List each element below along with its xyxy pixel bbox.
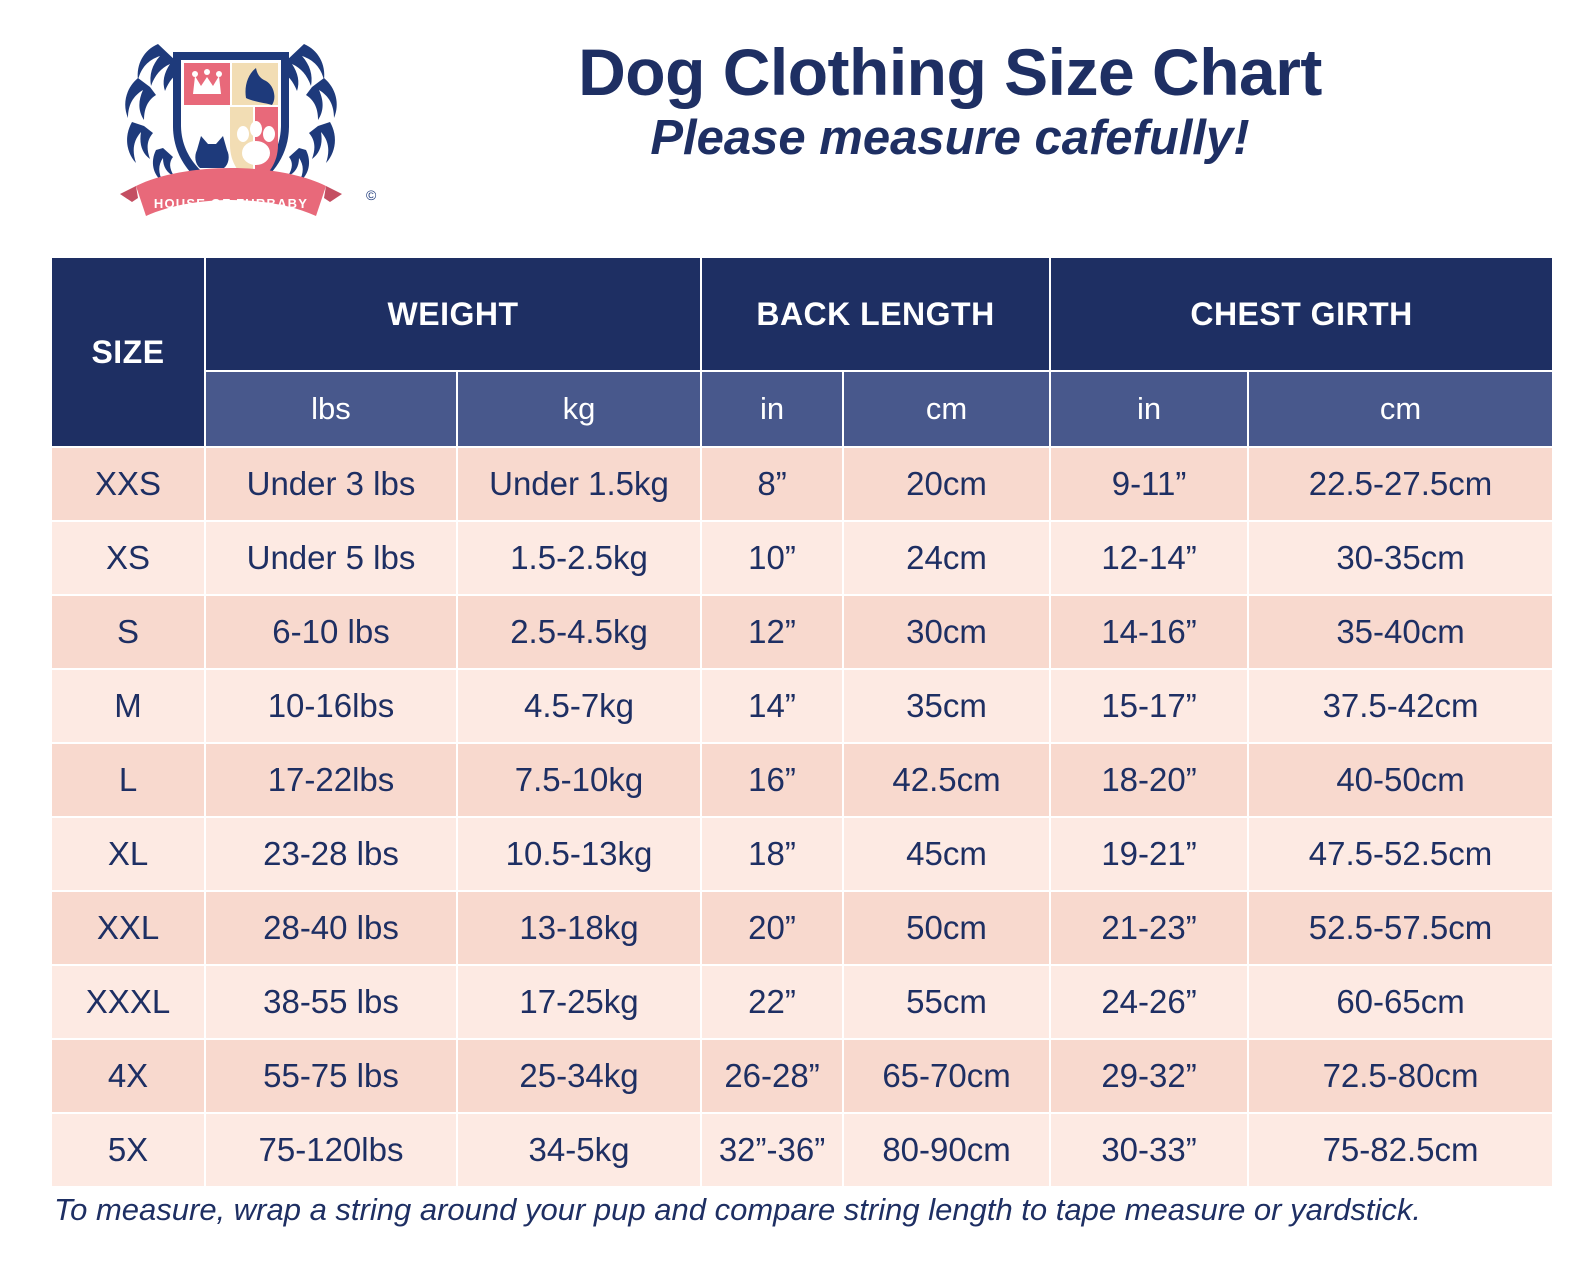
house-of-furbaby-crest-logo <box>66 18 396 228</box>
size-chart-table <box>50 256 1554 1188</box>
cell-backlength-cm: 30cm <box>844 596 1049 668</box>
page-title: Dog Clothing Size Chart <box>578 35 1322 109</box>
cell-backlength-in: 18” <box>702 818 842 890</box>
cell-backlength-in: 8” <box>702 448 842 520</box>
cell-weight-kg: 25-34kg <box>458 1040 700 1112</box>
cell-weight-lbs: 6-10 lbs <box>206 596 456 668</box>
table-row <box>52 670 1552 742</box>
table-row <box>52 448 1552 520</box>
cell-chestgirth-cm: 35-40cm <box>1249 596 1552 668</box>
cell-weight-kg: 2.5-4.5kg <box>458 596 700 668</box>
cell-weight-lbs: 23-28 lbs <box>206 818 456 890</box>
column-subheader-chestgirth-in: in <box>1051 372 1247 446</box>
cell-backlength-in: 20” <box>702 892 842 964</box>
column-header-size: SIZE <box>52 258 204 446</box>
cell-backlength-cm: 20cm <box>844 448 1049 520</box>
column-subheader-backlength-cm: cm <box>844 372 1049 446</box>
page-subtitle: Please measure cafefully! <box>650 111 1250 166</box>
table-row <box>52 818 1552 890</box>
cell-weight-lbs: Under 5 lbs <box>206 522 456 594</box>
table-row <box>52 1114 1552 1186</box>
cell-weight-lbs: 28-40 lbs <box>206 892 456 964</box>
column-header-back-length: BACK LENGTH <box>702 258 1049 370</box>
cell-backlength-in: 26-28” <box>702 1040 842 1112</box>
table-row <box>52 522 1552 594</box>
cell-chestgirth-cm: 60-65cm <box>1249 966 1552 1038</box>
cell-weight-kg: 10.5-13kg <box>458 818 700 890</box>
cell-weight-lbs: 75-120lbs <box>206 1114 456 1186</box>
svg-text:HOUSE OF FURBABY: HOUSE OF FURBABY <box>153 196 309 211</box>
cell-size: L <box>52 744 204 816</box>
cell-backlength-in: 32”-36” <box>702 1114 842 1186</box>
column-header-weight: WEIGHT <box>206 258 700 370</box>
table-row <box>52 744 1552 816</box>
cell-chestgirth-cm: 75-82.5cm <box>1249 1114 1552 1186</box>
table-row <box>52 1040 1552 1112</box>
cell-size: XXS <box>52 448 204 520</box>
cell-size: S <box>52 596 204 668</box>
cell-chestgirth-cm: 22.5-27.5cm <box>1249 448 1552 520</box>
cell-chestgirth-in: 21-23” <box>1051 892 1247 964</box>
cell-size: 5X <box>52 1114 204 1186</box>
cell-chestgirth-cm: 72.5-80cm <box>1249 1040 1552 1112</box>
cell-weight-kg: Under 1.5kg <box>458 448 700 520</box>
cell-weight-kg: 13-18kg <box>458 892 700 964</box>
cell-size: XL <box>52 818 204 890</box>
cell-chestgirth-in: 29-32” <box>1051 1040 1247 1112</box>
table-header-row-units <box>52 372 1552 446</box>
cell-backlength-cm: 80-90cm <box>844 1114 1049 1186</box>
table-body <box>52 448 1552 1186</box>
cell-backlength-in: 12” <box>702 596 842 668</box>
cell-chestgirth-cm: 30-35cm <box>1249 522 1552 594</box>
cell-chestgirth-cm: 52.5-57.5cm <box>1249 892 1552 964</box>
table-row <box>52 596 1552 668</box>
cell-chestgirth-in: 30-33” <box>1051 1114 1247 1186</box>
cell-backlength-in: 22” <box>702 966 842 1038</box>
cell-size: M <box>52 670 204 742</box>
column-subheader-chestgirth-cm: cm <box>1249 372 1552 446</box>
cell-weight-kg: 7.5-10kg <box>458 744 700 816</box>
cell-backlength-cm: 65-70cm <box>844 1040 1049 1112</box>
cell-weight-kg: 4.5-7kg <box>458 670 700 742</box>
table-row <box>52 892 1552 964</box>
cell-backlength-cm: 42.5cm <box>844 744 1049 816</box>
cell-chestgirth-in: 18-20” <box>1051 744 1247 816</box>
cell-chestgirth-in: 9-11” <box>1051 448 1247 520</box>
cell-backlength-in: 10” <box>702 522 842 594</box>
cell-size: XS <box>52 522 204 594</box>
cell-weight-kg: 34-5kg <box>458 1114 700 1186</box>
cell-weight-lbs: 38-55 lbs <box>206 966 456 1038</box>
cell-chestgirth-in: 15-17” <box>1051 670 1247 742</box>
cell-backlength-cm: 35cm <box>844 670 1049 742</box>
measurement-footnote: To measure, wrap a string around your pup and compare string length to tape measure or yardstick. <box>54 1192 1422 1227</box>
cell-backlength-cm: 45cm <box>844 818 1049 890</box>
cell-chestgirth-in: 19-21” <box>1051 818 1247 890</box>
table-header-row-groups <box>52 258 1552 370</box>
cell-weight-lbs: 17-22lbs <box>206 744 456 816</box>
cell-size: XXXL <box>52 966 204 1038</box>
cell-size: XXL <box>52 892 204 964</box>
cell-chestgirth-in: 12-14” <box>1051 522 1247 594</box>
cell-backlength-in: 16” <box>702 744 842 816</box>
cell-chestgirth-in: 14-16” <box>1051 596 1247 668</box>
column-subheader-weight-kg: kg <box>458 372 700 446</box>
column-subheader-backlength-in: in <box>702 372 842 446</box>
cell-backlength-cm: 55cm <box>844 966 1049 1038</box>
cell-weight-lbs: 10-16lbs <box>206 670 456 742</box>
column-subheader-weight-lbs: lbs <box>206 372 456 446</box>
cell-chestgirth-cm: 47.5-52.5cm <box>1249 818 1552 890</box>
cell-backlength-in: 14” <box>702 670 842 742</box>
column-header-chest-girth: CHEST GIRTH <box>1051 258 1552 370</box>
cell-weight-lbs: 55-75 lbs <box>206 1040 456 1112</box>
cell-weight-lbs: Under 3 lbs <box>206 448 456 520</box>
cell-weight-kg: 1.5-2.5kg <box>458 522 700 594</box>
cell-backlength-cm: 24cm <box>844 522 1049 594</box>
title-block <box>420 35 1480 166</box>
cell-backlength-cm: 50cm <box>844 892 1049 964</box>
cell-chestgirth-cm: 37.5-42cm <box>1249 670 1552 742</box>
page-header <box>0 0 1588 236</box>
size-chart-table-wrapper <box>50 256 1540 1188</box>
cell-size: 4X <box>52 1040 204 1112</box>
cell-chestgirth-cm: 40-50cm <box>1249 744 1552 816</box>
table-row <box>52 966 1552 1038</box>
svg-text:©: © <box>366 187 377 203</box>
cell-weight-kg: 17-25kg <box>458 966 700 1038</box>
cell-chestgirth-in: 24-26” <box>1051 966 1247 1038</box>
